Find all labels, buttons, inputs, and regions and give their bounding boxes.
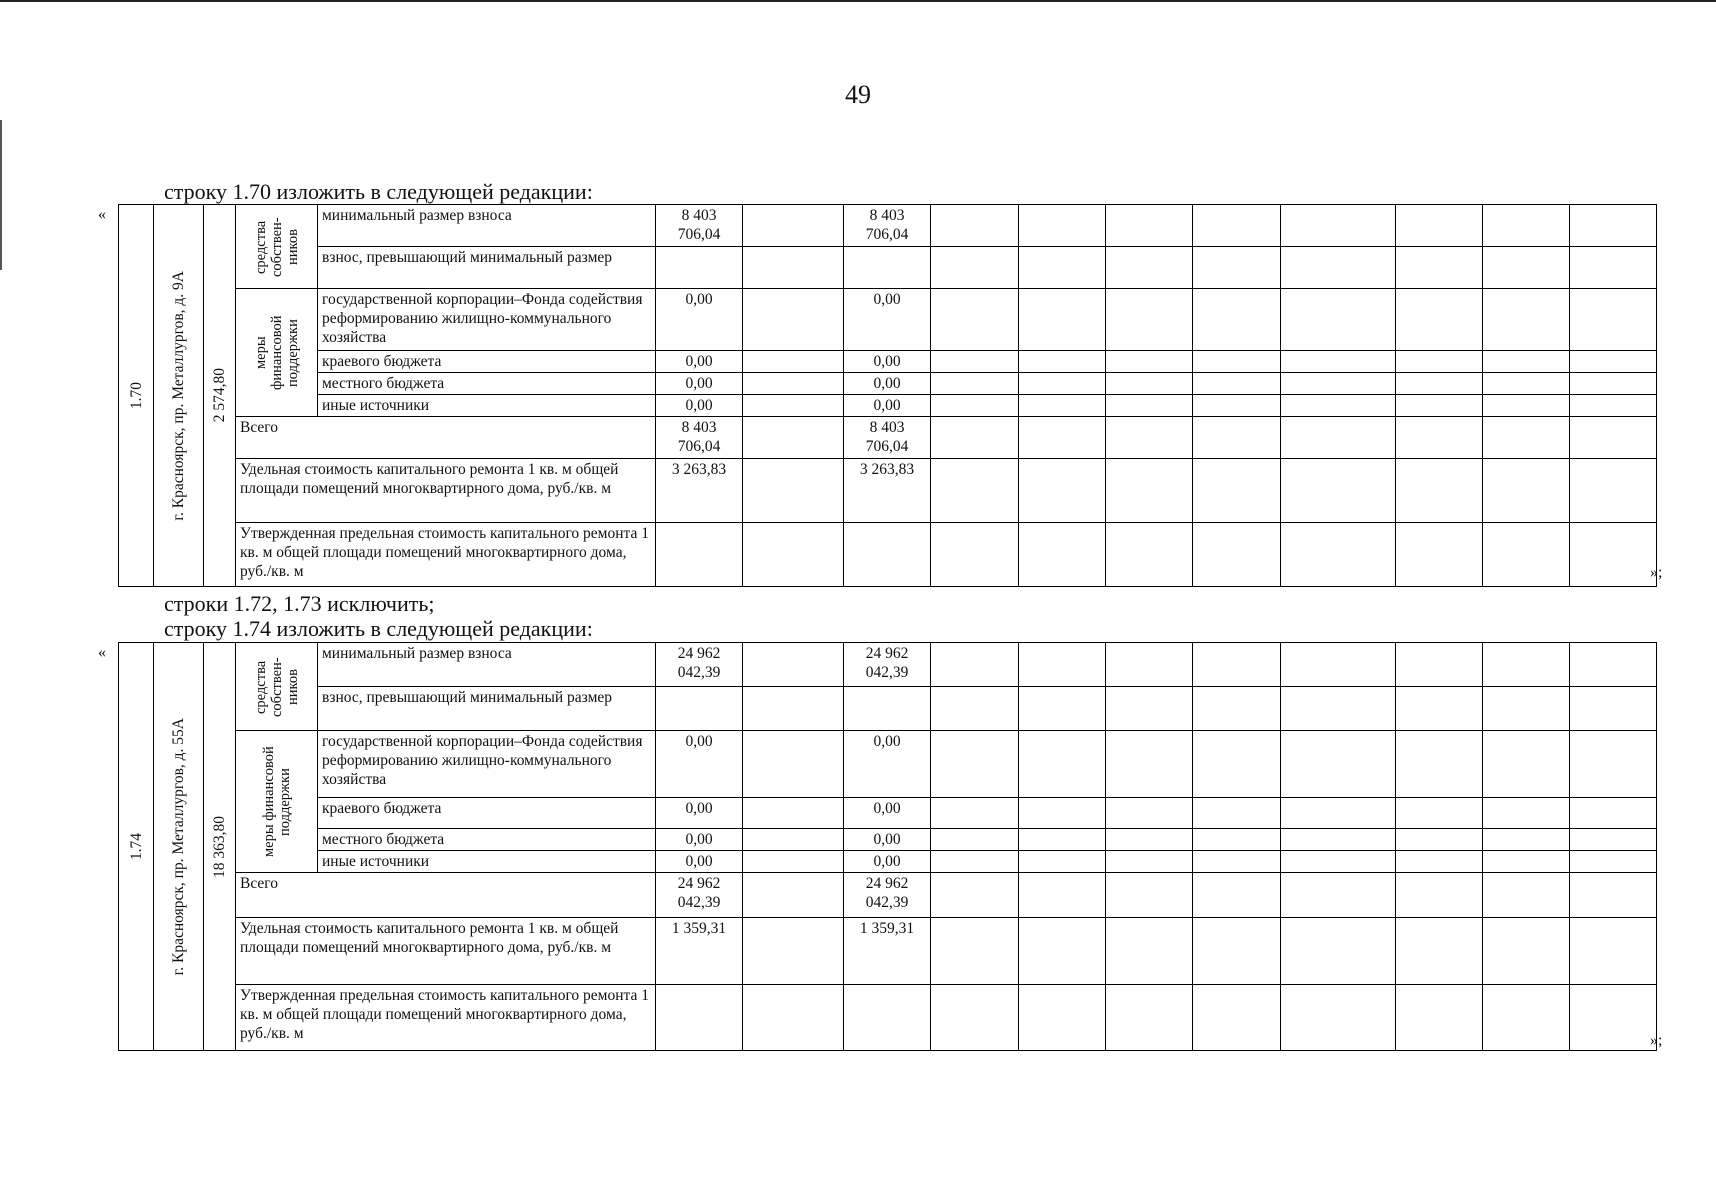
table-row — [119, 247, 1657, 289]
empty-cell — [1483, 643, 1570, 687]
empty-cell — [1106, 731, 1193, 798]
value-cell — [656, 247, 743, 289]
amendment-table-174 — [118, 642, 1657, 1051]
empty-cell — [1193, 351, 1281, 373]
address-cell — [154, 205, 204, 587]
empty-cell — [1106, 851, 1193, 873]
empty-cell — [931, 247, 1019, 289]
empty-cell — [931, 417, 1019, 459]
empty-cell — [1019, 289, 1106, 351]
empty-cell — [1193, 373, 1281, 395]
empty-cell — [1281, 395, 1396, 417]
empty-cell — [1396, 351, 1483, 373]
empty-cell — [743, 523, 844, 587]
label-cell: иные источники — [318, 851, 656, 873]
owners-funds-cell — [236, 205, 318, 289]
empty-cell — [1483, 687, 1570, 731]
empty-cell — [931, 205, 1019, 247]
table-row — [119, 851, 1657, 873]
empty-cell — [1396, 851, 1483, 873]
empty-cell — [931, 873, 1019, 918]
empty-cell — [1019, 373, 1106, 395]
empty-cell — [1281, 873, 1396, 918]
empty-cell — [1106, 459, 1193, 523]
empty-cell — [1193, 643, 1281, 687]
empty-cell — [743, 985, 844, 1051]
label-cell: государственной корпорации–Фонда содействия реформированию жилищно-коммунального хозяйства — [318, 731, 656, 798]
value-cell: 0,00 — [656, 373, 743, 395]
empty-cell — [1570, 731, 1657, 798]
empty-cell — [1570, 918, 1657, 985]
empty-cell — [1396, 985, 1483, 1051]
empty-cell — [1106, 873, 1193, 918]
row-number: 1.70 — [127, 381, 145, 410]
financial-support-cell — [236, 289, 318, 417]
table-row — [119, 643, 1657, 687]
empty-cell — [1193, 985, 1281, 1051]
empty-cell — [1193, 523, 1281, 587]
value-cell: 0,00 — [844, 351, 931, 373]
empty-cell — [931, 851, 1019, 873]
empty-cell — [931, 687, 1019, 731]
empty-cell — [1193, 247, 1281, 289]
page-border-top — [0, 0, 1716, 2]
empty-cell — [743, 918, 844, 985]
empty-cell — [1193, 851, 1281, 873]
owners-funds-label: средства собствен- ников — [252, 656, 301, 717]
value-cell: 24 962 042,39 — [844, 643, 931, 687]
empty-cell — [1570, 247, 1657, 289]
empty-cell — [1396, 829, 1483, 851]
empty-cell — [1106, 205, 1193, 247]
label-cell: Удельная стоимость капитального ремонта 1 кв. м общей площади помещений многоквартирного дома, руб./кв. м — [236, 459, 656, 523]
empty-cell — [1396, 873, 1483, 918]
financial-support-label: меры финансовой поддержки — [252, 315, 301, 390]
empty-cell — [1570, 373, 1657, 395]
empty-cell — [1106, 798, 1193, 829]
label-cell: иные источники — [318, 395, 656, 417]
empty-cell — [1396, 918, 1483, 985]
table-row — [119, 417, 1657, 459]
value-cell: 0,00 — [656, 351, 743, 373]
empty-cell — [1193, 289, 1281, 351]
empty-cell — [1396, 643, 1483, 687]
instruction-row-174: строку 1.74 изложить в следующей редакции: — [164, 616, 593, 641]
empty-cell — [1193, 205, 1281, 247]
empty-cell — [743, 395, 844, 417]
empty-cell — [1019, 523, 1106, 587]
address: г. Красноярск, пр. Металлургов, д. 55А — [170, 717, 187, 976]
label-cell: взнос, превышающий минимальный размер — [318, 687, 656, 731]
empty-cell — [1019, 247, 1106, 289]
empty-cell — [1281, 731, 1396, 798]
empty-cell — [1106, 523, 1193, 587]
label-cell: взнос, превышающий минимальный размер — [318, 247, 656, 289]
row-number-cell — [119, 205, 154, 587]
empty-cell — [743, 289, 844, 351]
empty-cell — [1570, 523, 1657, 587]
empty-cell — [1193, 687, 1281, 731]
page-border-left — [0, 120, 2, 270]
empty-cell — [1281, 459, 1396, 523]
empty-cell — [1281, 918, 1396, 985]
empty-cell — [1570, 289, 1657, 351]
empty-cell — [1570, 351, 1657, 373]
label-cell: Утвержденная предельная стоимость капитального ремонта 1 кв. м общей площади помещений многоквартирного дома, руб./кв. м — [236, 985, 656, 1051]
empty-cell — [743, 459, 844, 523]
empty-cell — [1396, 289, 1483, 351]
empty-cell — [931, 459, 1019, 523]
empty-cell — [1281, 829, 1396, 851]
empty-cell — [1570, 829, 1657, 851]
owners-funds-label: средства собствен- ников — [252, 216, 301, 277]
empty-cell — [1106, 395, 1193, 417]
empty-cell — [743, 351, 844, 373]
empty-cell — [1019, 918, 1106, 985]
table-row — [119, 985, 1657, 1051]
empty-cell — [931, 643, 1019, 687]
value-cell: 0,00 — [656, 798, 743, 829]
empty-cell — [1106, 985, 1193, 1051]
instruction-row-170: строку 1.70 изложить в следующей редакции: — [164, 179, 593, 204]
empty-cell — [743, 373, 844, 395]
empty-cell — [1570, 985, 1657, 1051]
value-cell: 0,00 — [844, 851, 931, 873]
empty-cell — [743, 205, 844, 247]
empty-cell — [1193, 918, 1281, 985]
empty-cell — [743, 851, 844, 873]
empty-cell — [1570, 643, 1657, 687]
empty-cell — [1019, 205, 1106, 247]
empty-cell — [1106, 351, 1193, 373]
empty-cell — [1106, 687, 1193, 731]
empty-cell — [1483, 851, 1570, 873]
empty-cell — [1483, 829, 1570, 851]
empty-cell — [1396, 205, 1483, 247]
empty-cell — [1570, 417, 1657, 459]
value-cell: 0,00 — [844, 373, 931, 395]
label-cell: государственной корпорации–Фонда содействия реформированию жилищно-коммунального хозяйства — [318, 289, 656, 351]
empty-cell — [1193, 417, 1281, 459]
empty-cell — [1483, 247, 1570, 289]
value-cell — [844, 523, 931, 587]
empty-cell — [1019, 798, 1106, 829]
area-cell — [204, 205, 236, 587]
empty-cell — [743, 247, 844, 289]
financial-support-cell — [236, 731, 318, 873]
value-cell: 0,00 — [844, 731, 931, 798]
empty-cell — [1019, 351, 1106, 373]
empty-cell — [1281, 523, 1396, 587]
empty-cell — [931, 351, 1019, 373]
close-quote: »; — [1650, 1032, 1663, 1049]
empty-cell — [1193, 731, 1281, 798]
empty-cell — [1483, 918, 1570, 985]
empty-cell — [1106, 373, 1193, 395]
value-cell: 0,00 — [844, 289, 931, 351]
empty-cell — [1019, 395, 1106, 417]
empty-cell — [1570, 873, 1657, 918]
value-cell: 0,00 — [844, 798, 931, 829]
table-row — [119, 873, 1657, 918]
empty-cell — [1396, 247, 1483, 289]
empty-cell — [743, 798, 844, 829]
empty-cell — [1483, 289, 1570, 351]
value-cell: 24 962 042,39 — [656, 873, 743, 918]
empty-cell — [1281, 851, 1396, 873]
instruction-exclude: строки 1.72, 1.73 исключить; — [164, 591, 435, 616]
empty-cell — [1483, 985, 1570, 1051]
empty-cell — [1570, 395, 1657, 417]
empty-cell — [1193, 395, 1281, 417]
page-number: 49 — [845, 80, 871, 109]
owners-funds-cell — [236, 643, 318, 731]
label-cell: Всего — [236, 417, 656, 459]
table-row — [119, 351, 1657, 373]
value-cell: 3 263,83 — [656, 459, 743, 523]
label-cell: местного бюджета — [318, 829, 656, 851]
empty-cell — [1281, 289, 1396, 351]
area-cell — [204, 643, 236, 1051]
empty-cell — [931, 985, 1019, 1051]
label-cell: краевого бюджета — [318, 351, 656, 373]
empty-cell — [1281, 798, 1396, 829]
open-quote: « — [98, 644, 106, 661]
row-number-cell — [119, 643, 154, 1051]
financial-support-label: меры финансовой поддержки — [260, 746, 293, 857]
value-cell: 8 403 706,04 — [844, 205, 931, 247]
empty-cell — [1483, 417, 1570, 459]
table-row — [119, 459, 1657, 523]
empty-cell — [1483, 395, 1570, 417]
empty-cell — [1281, 205, 1396, 247]
empty-cell — [931, 395, 1019, 417]
empty-cell — [1281, 247, 1396, 289]
value-cell: 1 359,31 — [656, 918, 743, 985]
empty-cell — [931, 829, 1019, 851]
empty-cell — [1281, 985, 1396, 1051]
table-row — [119, 918, 1657, 985]
empty-cell — [743, 417, 844, 459]
empty-cell — [931, 918, 1019, 985]
value-cell: 0,00 — [844, 395, 931, 417]
empty-cell — [1570, 798, 1657, 829]
value-cell — [844, 247, 931, 289]
empty-cell — [1396, 523, 1483, 587]
empty-cell — [1396, 395, 1483, 417]
table-row — [119, 373, 1657, 395]
address-cell — [154, 643, 204, 1051]
empty-cell — [1106, 918, 1193, 985]
empty-cell — [1396, 687, 1483, 731]
empty-cell — [1570, 205, 1657, 247]
empty-cell — [1483, 523, 1570, 587]
table-row — [119, 687, 1657, 731]
empty-cell — [1281, 417, 1396, 459]
empty-cell — [1106, 417, 1193, 459]
empty-cell — [931, 289, 1019, 351]
empty-cell — [1106, 643, 1193, 687]
empty-cell — [1193, 459, 1281, 523]
empty-cell — [1483, 731, 1570, 798]
value-cell — [656, 523, 743, 587]
empty-cell — [1396, 731, 1483, 798]
empty-cell — [1396, 417, 1483, 459]
table-row — [119, 523, 1657, 587]
value-cell: 0,00 — [844, 829, 931, 851]
empty-cell — [1019, 873, 1106, 918]
value-cell: 0,00 — [656, 395, 743, 417]
empty-cell — [931, 373, 1019, 395]
value-cell: 8 403 706,04 — [656, 417, 743, 459]
label-cell: краевого бюджета — [318, 798, 656, 829]
empty-cell — [1483, 351, 1570, 373]
label-cell: минимальный размер взноса — [318, 643, 656, 687]
label-cell: минимальный размер взноса — [318, 205, 656, 247]
empty-cell — [1483, 459, 1570, 523]
empty-cell — [1019, 829, 1106, 851]
empty-cell — [1106, 289, 1193, 351]
area: 18 363,80 — [211, 815, 228, 878]
label-cell: местного бюджета — [318, 373, 656, 395]
close-quote: »; — [1650, 564, 1663, 581]
value-cell: 0,00 — [656, 731, 743, 798]
label-cell: Удельная стоимость капитального ремонта 1 кв. м общей площади помещений многоквартирного дома, руб./кв. м — [236, 918, 656, 985]
value-cell: 24 962 042,39 — [656, 643, 743, 687]
value-cell: 0,00 — [656, 289, 743, 351]
empty-cell — [931, 798, 1019, 829]
value-cell: 1 359,31 — [844, 918, 931, 985]
empty-cell — [1193, 829, 1281, 851]
label-cell: Утвержденная предельная стоимость капитального ремонта 1 кв. м общей площади помещений многоквартирного дома, руб./кв. м — [236, 523, 656, 587]
empty-cell — [1483, 373, 1570, 395]
empty-cell — [931, 523, 1019, 587]
value-cell — [656, 985, 743, 1051]
empty-cell — [1019, 851, 1106, 873]
empty-cell — [1019, 459, 1106, 523]
empty-cell — [1281, 643, 1396, 687]
empty-cell — [1396, 459, 1483, 523]
value-cell — [656, 687, 743, 731]
empty-cell — [1570, 687, 1657, 731]
row-number: 1.74 — [127, 832, 145, 861]
value-cell — [844, 687, 931, 731]
value-cell: 8 403 706,04 — [844, 417, 931, 459]
empty-cell — [1019, 417, 1106, 459]
value-cell: 24 962 042,39 — [844, 873, 931, 918]
area: 2 574,80 — [211, 368, 228, 423]
value-cell: 8 403 706,04 — [656, 205, 743, 247]
table-row — [119, 395, 1657, 417]
empty-cell — [1193, 798, 1281, 829]
empty-cell — [1396, 798, 1483, 829]
open-quote: « — [98, 206, 106, 223]
table-row — [119, 829, 1657, 851]
empty-cell — [1193, 873, 1281, 918]
empty-cell — [743, 829, 844, 851]
empty-cell — [1281, 351, 1396, 373]
value-cell — [844, 985, 931, 1051]
empty-cell — [743, 643, 844, 687]
empty-cell — [1019, 687, 1106, 731]
empty-cell — [1281, 687, 1396, 731]
empty-cell — [1019, 643, 1106, 687]
table-row — [119, 205, 1657, 247]
empty-cell — [1570, 851, 1657, 873]
empty-cell — [1106, 829, 1193, 851]
empty-cell — [1106, 247, 1193, 289]
empty-cell — [1570, 459, 1657, 523]
table-row — [119, 289, 1657, 351]
empty-cell — [743, 687, 844, 731]
value-cell: 0,00 — [656, 851, 743, 873]
empty-cell — [743, 731, 844, 798]
empty-cell — [931, 731, 1019, 798]
value-cell: 0,00 — [656, 829, 743, 851]
empty-cell — [1396, 373, 1483, 395]
value-cell: 3 263,83 — [844, 459, 931, 523]
empty-cell — [1483, 798, 1570, 829]
label-cell: Всего — [236, 873, 656, 918]
empty-cell — [1019, 985, 1106, 1051]
table-row — [119, 798, 1657, 829]
empty-cell — [1483, 205, 1570, 247]
empty-cell — [743, 873, 844, 918]
empty-cell — [1483, 873, 1570, 918]
empty-cell — [1281, 373, 1396, 395]
empty-cell — [1019, 731, 1106, 798]
address: г. Красноярск, пр. Металлургов, д. 9А — [170, 270, 187, 521]
amendment-table-170 — [118, 204, 1657, 587]
table-row — [119, 731, 1657, 798]
